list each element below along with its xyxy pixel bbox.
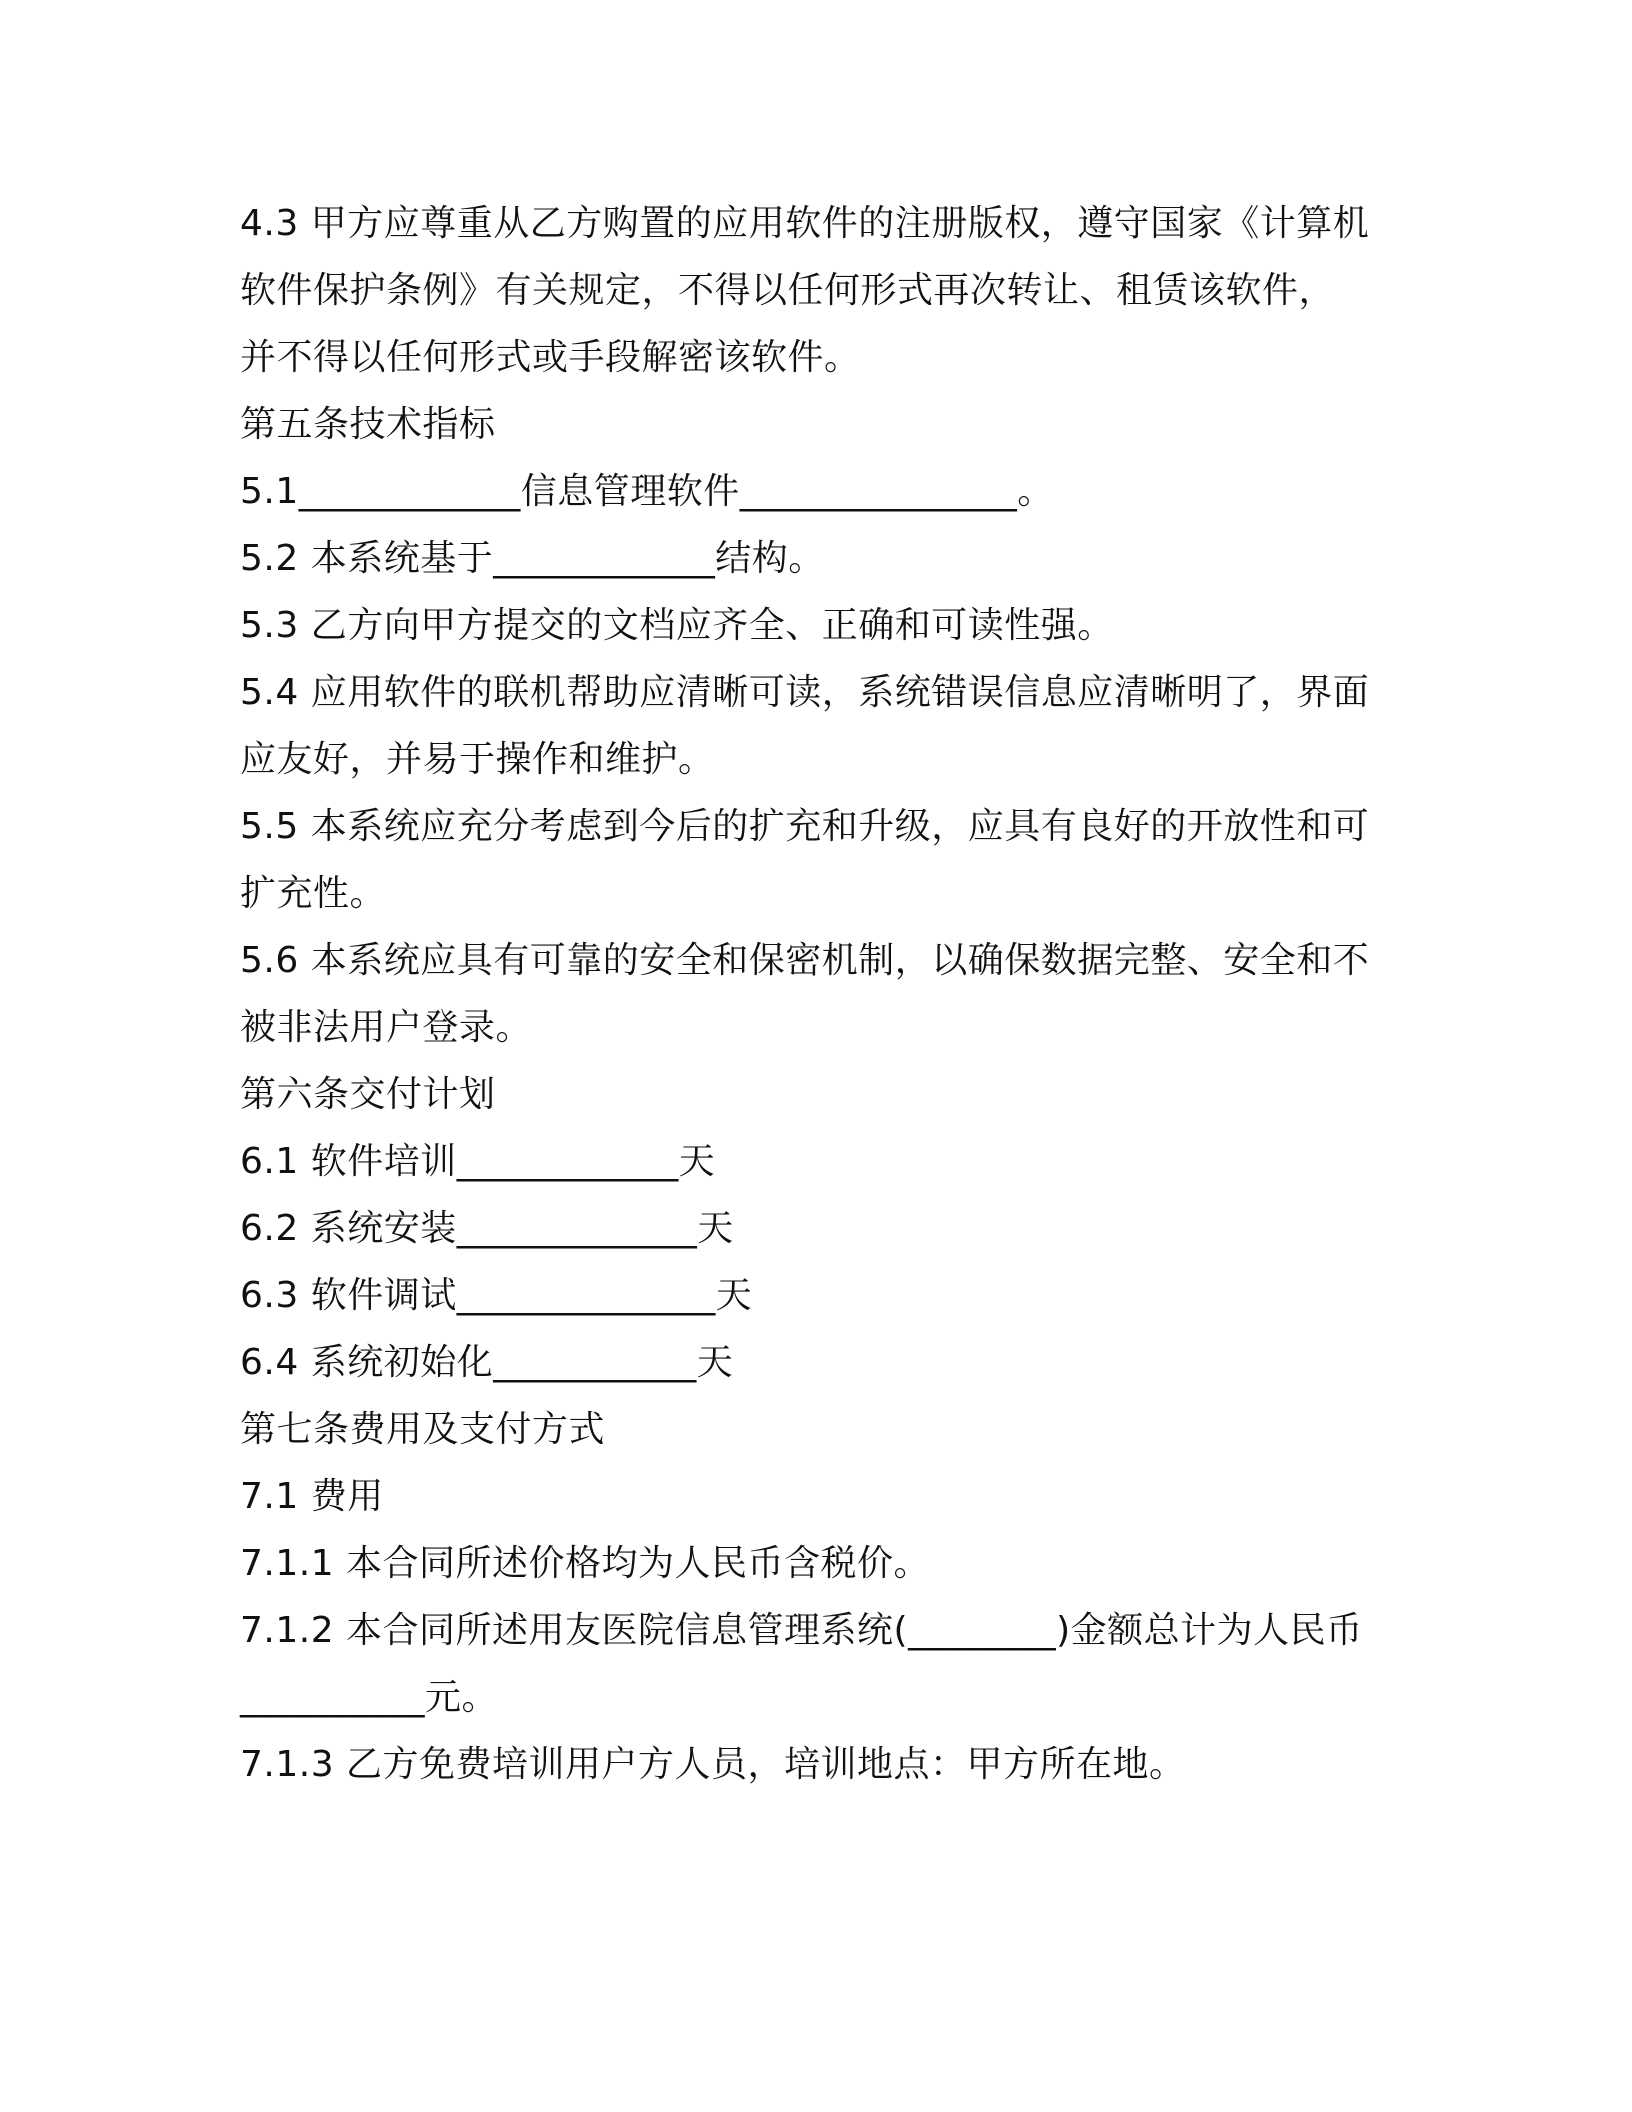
clause-7-1-2-line-2: __________元。 [240, 1677, 499, 1718]
document-body [240, 190, 1400, 1798]
clause-6-3: 6.3 软件调试______________天 [240, 1275, 753, 1316]
clause-5-5-line-1: 5.5 本系统应充分考虑到今后的扩充和升级，应具有良好的开放性和可 [240, 806, 1370, 847]
paragraph-4-3-line-3: 并不得以任何形式或手段解密该软件。 [240, 337, 861, 378]
section-6-heading: 第六条交付计划 [240, 1074, 496, 1115]
clause-6-4: 6.4 系统初始化___________天 [240, 1342, 734, 1383]
clause-5-4-line-1: 5.4 应用软件的联机帮助应清晰可读，系统错误信息应清晰明了，界面 [240, 672, 1370, 713]
clause-5-2: 5.2 本系统基于____________结构。 [240, 538, 825, 579]
clause-7-1: 7.1 费用 [240, 1476, 384, 1517]
clause-5-4-line-2: 应友好，并易于操作和维护。 [240, 739, 715, 780]
clause-6-1: 6.1 软件培训____________天 [240, 1141, 716, 1182]
paragraph-4-3-line-2: 软件保护条例》有关规定，不得以任何形式再次转让、租赁该软件， [240, 270, 1336, 311]
clause-7-1-2-line-1: 7.1.2 本合同所述用友医院信息管理系统(________)金额总计为人民币 [240, 1610, 1363, 1651]
clause-5-3: 5.3 乙方向甲方提交的文档应齐全、正确和可读性强。 [240, 605, 1114, 646]
paragraph-4-3-line-1: 4.3 甲方应尊重从乙方购置的应用软件的注册版权，遵守国家《计算机 [240, 203, 1370, 244]
clause-5-6-line-1: 5.6 本系统应具有可靠的安全和保密机制，以确保数据完整、安全和不 [240, 940, 1370, 981]
clause-7-1-1: 7.1.1 本合同所述价格均为人民币含税价。 [240, 1543, 931, 1584]
section-7-heading: 第七条费用及支付方式 [240, 1409, 606, 1450]
clause-7-1-3: 7.1.3 乙方免费培训用户方人员，培训地点：甲方所在地。 [240, 1744, 1186, 1785]
clause-5-1: 5.1____________信息管理软件_______________。 [240, 471, 1054, 512]
clause-6-2: 6.2 系统安装_____________天 [240, 1208, 734, 1249]
section-5-heading: 第五条技术指标 [240, 404, 496, 445]
clause-5-5-line-2: 扩充性。 [240, 873, 387, 914]
clause-5-6-line-2: 被非法用户登录。 [240, 1007, 533, 1048]
